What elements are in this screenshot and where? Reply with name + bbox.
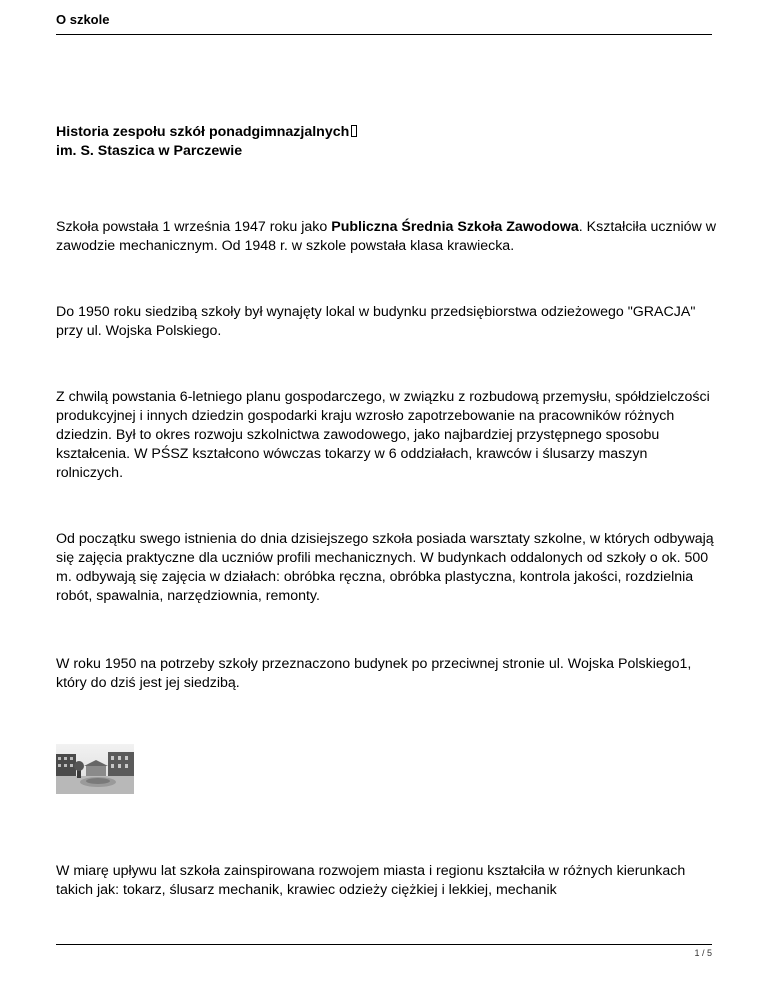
heading-line-1: Historia zespołu szkół ponadgimnazjalnych (56, 124, 350, 140)
missing-glyph-icon (351, 125, 357, 137)
page-header-title: O szkole (56, 12, 110, 27)
school-building-photo-image (56, 744, 134, 794)
page-number: 1 / 5 (694, 948, 712, 958)
footer-divider (56, 944, 712, 945)
school-building-photo (56, 744, 134, 794)
paragraph-founding (56, 218, 718, 256)
heading-line-2: im. S. Staszica w Parczewie (56, 143, 243, 159)
article-heading (56, 123, 716, 161)
paragraph-professions: W miarę upływu lat szkoła zainspirowana rozwojem miasta i regionu kształciła w różnych kierunkach takich jak: tokarz, ślusarz mechanik, krawiec odzieży ciężkiej i lekkiej, mechanik (56, 863, 686, 898)
paragraph-founding-text-end: . Kształciła uczniów w zawodzie mechanicznym. Od 1948 r. w szkole powstała klasa krawiecka. (56, 219, 716, 254)
paragraph-premises: Do 1950 roku siedzibą szkoły był wynajęty lokal w budynku przedsiębiorstwa odzieżowego "GRACJA" przy ul. Wojska Polskiego. (56, 304, 696, 339)
header-divider (56, 34, 712, 35)
paragraph-workshops: Od początku swego istnienia do dnia dzisiejszego szkoła posiada warsztaty szkolne, w których odbywają się zajęcia praktyczne dla uczniów profili mechanicznych. W budynkach oddalonych od szkoły o ok. 500 m. odbywają się zajęcia w działach: obróbka ręczna, obróbka plastyczna, kontrola jakości, rozdzielnia robót, spawalnia, narzędziownia, remonty. (56, 531, 714, 604)
paragraph-founding-text-start: Szkoła powstała 1 września 1947 roku jako (56, 219, 332, 235)
paragraph-economic-plan: Z chwilą powstania 6-letniego planu gospodarczego, w związku z rozbudową przemysłu, spółdzielczości produkcyjnej i innych dziedzin gospodarki kraju wzrosło zapotrzebowanie na pracowników różnych dziedzin. Był to okres rozwoju szkolnictwa zawodowego, jako najbardziej przystępnego sposobu kształcenia. W PŚSZ kształcono wówczas tokarzy w 6 oddziałach, krawców i ślusarzy maszyn rolniczych. (56, 389, 710, 481)
paragraph-new-building: W roku 1950 na potrzeby szkoły przeznaczono budynek po przeciwnej stronie ul. Wojska Polskiego1, który do dziś jest jej siedzibą. (56, 656, 692, 691)
school-name-bold: Publiczna Średnia Szkoła Zawodowa (331, 219, 579, 235)
